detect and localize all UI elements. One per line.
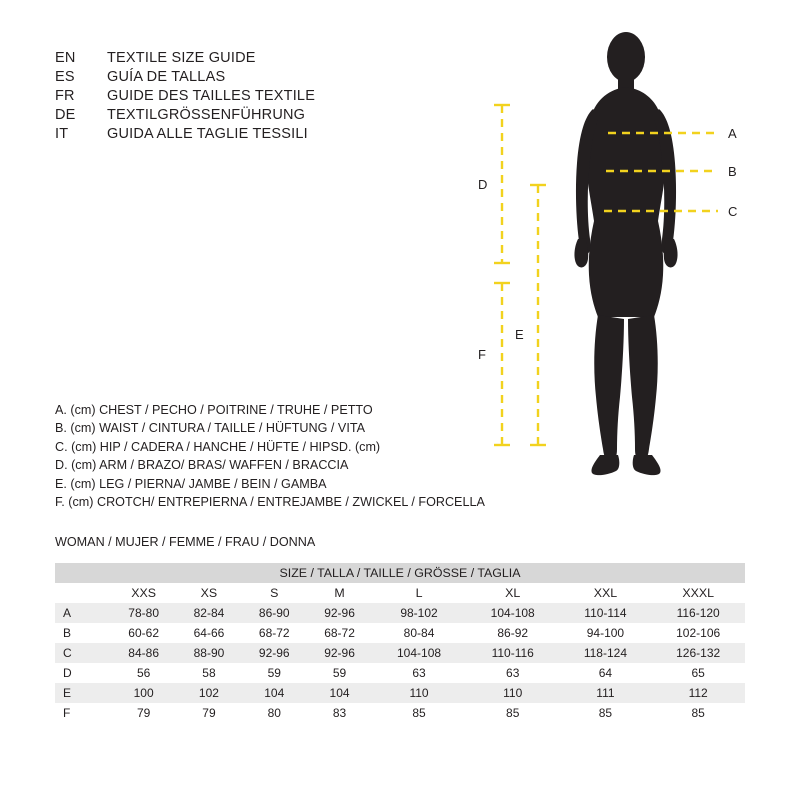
title-text: TEXTILE SIZE GUIDE [107,50,256,66]
table-cell: 65 [651,663,745,683]
table-cell: 110-116 [466,643,560,663]
legend-row-e: E. (cm) LEG / PIERNA/ JAMBE / BEIN / GAMBA [55,476,327,491]
row-label: D [55,663,111,683]
row-label: B [55,623,111,643]
title-lang: ES [55,69,75,85]
table-cell: 84-86 [111,643,176,663]
column-header [55,583,111,603]
table-cell: 85 [372,703,466,723]
table-cell: 104-108 [372,643,466,663]
legend-row-b: B. (cm) WAIST / CINTURA / TAILLE / HÜFTUNG / VITA [55,421,365,436]
table-header-row [55,583,745,603]
table-cell: 92-96 [307,643,372,663]
table-cell: 85 [651,703,745,723]
title-row [55,126,475,145]
title-lang: EN [55,50,76,66]
table-cell: 86-92 [466,623,560,643]
title-text: GUÍA DE TALLAS [107,69,226,85]
legend-row-f: F. (cm) CROTCH/ ENTREPIERNA / ENTREJAMBE / ZWICKEL / FORCELLA [55,495,485,510]
row-label: E [55,683,111,703]
female-silhouette-icon [574,32,677,475]
table-cell: 126-132 [651,643,745,663]
table-cell: 110-114 [560,603,652,623]
table-cell: 85 [560,703,652,723]
legend-row-c: C. (cm) HIP / CADERA / HANCHE / HÜFTE / HIPSD. (cm) [55,439,381,454]
legend-block [55,401,525,511]
marker-label-c: C [728,204,738,219]
table-cell: 85 [466,703,560,723]
table-cell: 110 [372,683,466,703]
table-cell: 64 [560,663,652,683]
table-cell: 104 [307,683,372,703]
column-header-xxs: XXS [111,583,176,603]
marker-label-a: A [728,126,737,141]
table-cell: 83 [307,703,372,723]
table-cell: 86-90 [242,603,307,623]
table-row [55,703,745,723]
table-cell: 104-108 [466,603,560,623]
table-cell: 110 [466,683,560,703]
column-header-m: M [307,583,372,603]
table-cell: 78-80 [111,603,176,623]
row-label: C [55,643,111,663]
table-cell: 68-72 [242,623,307,643]
table-cell: 60-62 [111,623,176,643]
table-cell: 63 [466,663,560,683]
title-lang: FR [55,88,75,104]
table-cell: 104 [242,683,307,703]
table-cell: 82-84 [176,603,241,623]
row-label: F [55,703,111,723]
column-header-xl: XL [466,583,560,603]
title-lang: DE [55,107,76,123]
table-cell: 112 [651,683,745,703]
legend-row-d: D. (cm) ARM / BRAZO/ BRAS/ WAFFEN / BRACCIA [55,458,349,473]
marker-label-f: F [478,347,486,362]
table-cell: 56 [111,663,176,683]
marker-label-b: B [728,164,737,179]
table-cell: 68-72 [307,623,372,643]
column-header-s: S [242,583,307,603]
marker-label-e: E [515,327,524,342]
legend-row-a: A. (cm) CHEST / PECHO / POITRINE / TRUHE / PETTO [55,403,373,417]
table-row [55,623,745,643]
title-lang: IT [55,126,69,142]
marker-label-d: D [478,177,488,192]
table-cell: 92-96 [242,643,307,663]
table-cell: 80-84 [372,623,466,643]
title-text: GUIDE DES TAILLES TEXTILE [107,88,316,104]
table-band-title [55,563,745,583]
table-cell: 92-96 [307,603,372,623]
size-band-label: SIZE / TALLA / TAILLE / GRÖSSE / TAGLIA [55,563,745,583]
table-cell: 111 [560,683,652,703]
column-header-l: L [372,583,466,603]
table-cell: 80 [242,703,307,723]
table-cell: 59 [307,663,372,683]
table-cell: 102-106 [651,623,745,643]
title-row [55,50,475,69]
column-header-xxxl: XXXL [651,583,745,603]
table-cell: 98-102 [372,603,466,623]
size-table [55,563,745,723]
table-row [55,663,745,683]
gender-label: WOMAN / MUJER / FEMME / FRAU / DONNA [55,535,316,549]
table-row [55,603,745,623]
table-cell: 64-66 [176,623,241,643]
title-block [55,50,475,145]
title-row [55,88,475,107]
table-cell: 63 [372,663,466,683]
table-cell: 116-120 [651,603,745,623]
title-row [55,69,475,88]
table-cell: 59 [242,663,307,683]
title-text: GUIDA ALLE TAGLIE TESSILI [107,126,308,142]
table-row [55,643,745,663]
table-cell: 58 [176,663,241,683]
table-cell: 102 [176,683,241,703]
table-cell: 94-100 [560,623,652,643]
table-cell: 100 [111,683,176,703]
title-row [55,107,475,126]
table-cell: 118-124 [560,643,652,663]
column-header-xs: XS [176,583,241,603]
table-cell: 79 [176,703,241,723]
row-label: A [55,603,111,623]
table-cell: 79 [111,703,176,723]
table-cell: 88-90 [176,643,241,663]
column-header-xxl: XXL [560,583,652,603]
table-row [55,683,745,703]
title-text: TEXTILGRÖSSENFÜHRUNG [107,107,306,123]
